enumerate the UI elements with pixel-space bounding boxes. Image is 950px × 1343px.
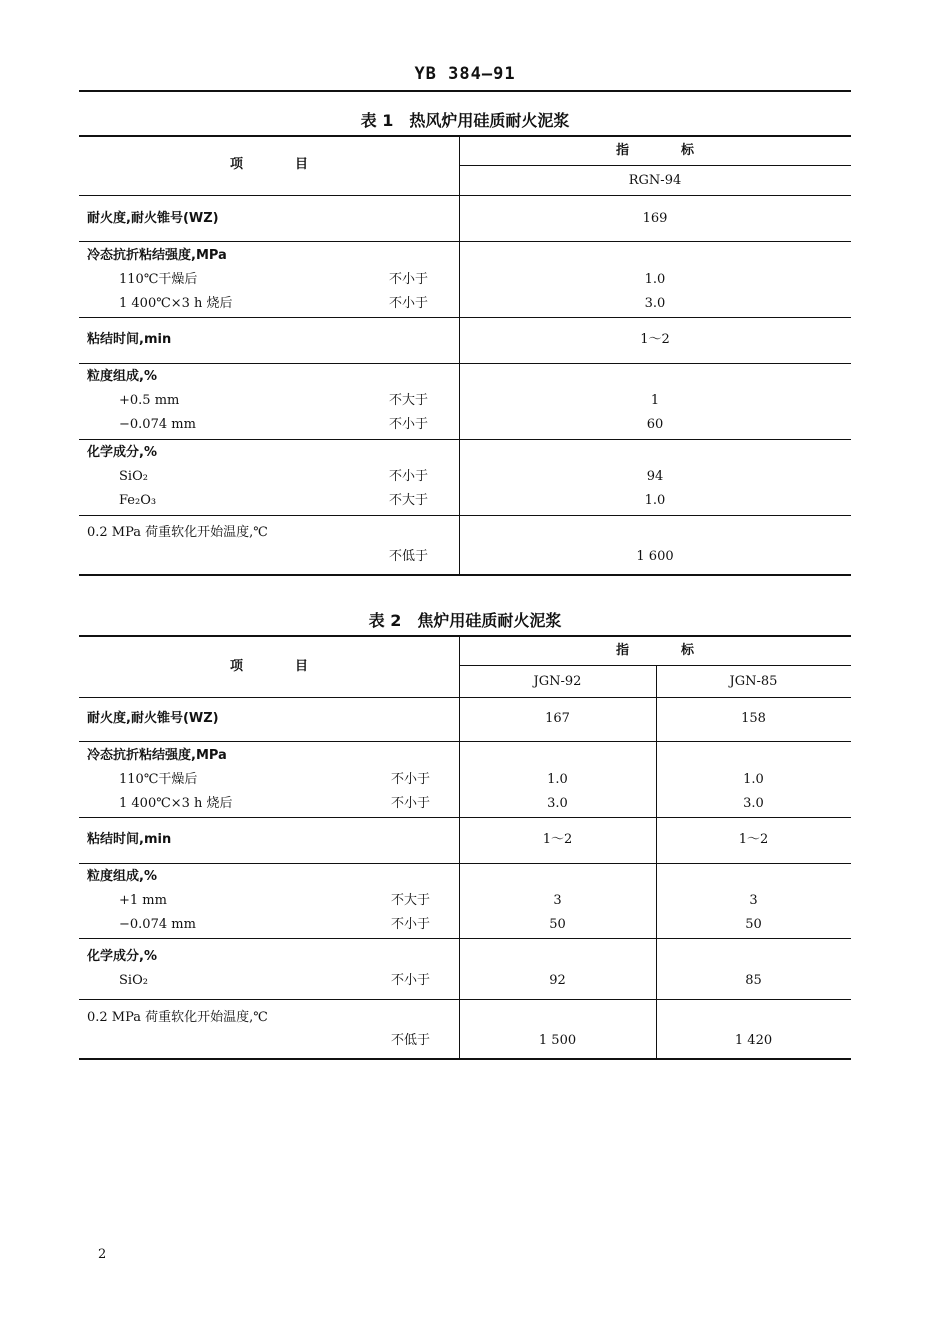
table2-chem-sub1-b: 85 (745, 973, 762, 988)
table2-grain-sub2-label: −0.074 mm (119, 917, 196, 932)
table1-chem-sub1-label: SiO₂ (119, 469, 148, 484)
table2-bond-sub1-b: 1.0 (743, 772, 764, 787)
table1-chem-sub2-value: 1.0 (644, 493, 666, 508)
table1-refractoriness-label: 耐火度,耐火锥号(WZ) (87, 211, 219, 226)
table2-grain-sub2-cond: 不小于 (391, 917, 431, 932)
table2-bonding-time-b: 1～2 (738, 832, 769, 847)
table1 (79, 135, 851, 577)
table2-chem-sub1-a: 92 (549, 973, 566, 988)
table2-grain-label: 粒度组成,% (87, 869, 157, 884)
table1-grain-sub2-label: −0.074 mm (119, 417, 196, 432)
table2-softening-a: 1 500 (538, 1033, 577, 1048)
table1-bond-sub2-label: 1 400℃×3 h 烧后 (119, 296, 233, 311)
table2-bond-sub1-a: 1.0 (547, 772, 568, 787)
table1-chem-sub2-label: Fe₂O₃ (119, 493, 157, 508)
table2-refractoriness-label: 耐火度,耐火锥号(WZ) (87, 711, 219, 726)
table2-grain-sub1-label: +1 mm (119, 893, 167, 908)
table2-grain-sub1-cond: 不大于 (391, 893, 431, 908)
table2-chem-sub1-label: SiO₂ (119, 973, 148, 988)
table1-grain-sub1-value: 1 (650, 393, 660, 408)
page-number: 2 (98, 1247, 107, 1262)
table2-grade-a-header: JGN-92 (533, 674, 582, 689)
table2-refractoriness-a: 167 (545, 711, 570, 726)
table1-bond-sub1-label: 110℃干燥后 (119, 272, 198, 287)
table2-grain-sub1-a: 3 (553, 893, 562, 908)
table2-item-header: 项 目 (229, 659, 308, 674)
table1-chem-sub2-cond: 不大于 (389, 493, 429, 508)
table2 (79, 635, 851, 1061)
table1-softening-value: 1 600 (636, 549, 674, 564)
table1-softening-cond: 不低于 (389, 549, 429, 564)
table2-refractoriness-b: 158 (741, 711, 766, 726)
table1-caption: 表 1 热风炉用硅质耐火泥浆 (360, 111, 570, 130)
table2-grain-sub1-b: 3 (749, 893, 758, 908)
table1-bonding-time-value: 1～2 (640, 332, 670, 347)
table1-chem-sub1-value: 94 (646, 469, 664, 484)
document-code-header (79, 60, 851, 92)
table2-chem-sub1-cond: 不小于 (391, 973, 431, 988)
table1-bond-sub1-value: 1.0 (644, 272, 666, 287)
table2-bond-sub2-label: 1 400℃×3 h 烧后 (119, 796, 233, 811)
table2-softening-label: 0.2 MPa 荷重软化开始温度,℃ (87, 1010, 268, 1025)
table1-chem-sub1-cond: 不小于 (389, 469, 429, 484)
table2-grain-sub2-a: 50 (549, 917, 566, 932)
table1-grain-label: 粒度组成,% (87, 369, 157, 384)
table1-bond-label: 冷态抗折粘结强度,MPa (87, 248, 227, 263)
table1-index-header: 指 标 (615, 143, 694, 158)
table2-index-header: 指 标 (615, 643, 694, 658)
table2-bond-sub1-cond: 不小于 (391, 772, 431, 787)
table2-bond-label: 冷态抗折粘结强度,MPa (87, 748, 227, 763)
table2-bond-sub2-b: 3.0 (743, 796, 764, 811)
table2-softening-b: 1 420 (734, 1033, 773, 1048)
table1-grain-sub1-cond: 不大于 (389, 393, 429, 408)
table2-chem-label: 化学成分,% (87, 949, 157, 964)
table1-grain-sub2-value: 60 (646, 417, 664, 432)
table1-bond-sub2-cond: 不小于 (389, 296, 429, 311)
table2-softening-cond: 不低于 (391, 1033, 431, 1048)
table1-grade-header: RGN-94 (628, 173, 682, 188)
table1-bond-sub2-value: 3.0 (644, 296, 666, 311)
table1-grain-sub2-cond: 不小于 (389, 417, 429, 432)
table1-item-header: 项 目 (229, 157, 308, 172)
doc-code: YB 384—91 (414, 64, 516, 84)
table1-softening-label: 0.2 MPa 荷重软化开始温度,℃ (87, 525, 268, 540)
table2-bond-sub2-cond: 不小于 (391, 796, 431, 811)
table2-bonding-time-label: 粘结时间,min (87, 832, 172, 847)
table1-refractoriness-value: 169 (642, 211, 668, 226)
table1-chem-label: 化学成分,% (87, 445, 157, 460)
table2-caption: 表 2 焦炉用硅质耐火泥浆 (368, 611, 562, 630)
table1-bonding-time-label: 粘结时间,min (87, 332, 172, 347)
table1-bond-sub1-cond: 不小于 (389, 272, 429, 287)
table2-bonding-time-a: 1～2 (542, 832, 573, 847)
table1-grain-sub1-label: +0.5 mm (119, 393, 180, 408)
table2-grain-sub2-b: 50 (745, 917, 762, 932)
table2-bond-sub2-a: 3.0 (547, 796, 568, 811)
table2-bond-sub1-label: 110℃干燥后 (119, 772, 198, 787)
table2-grade-b-header: JGN-85 (729, 674, 778, 689)
